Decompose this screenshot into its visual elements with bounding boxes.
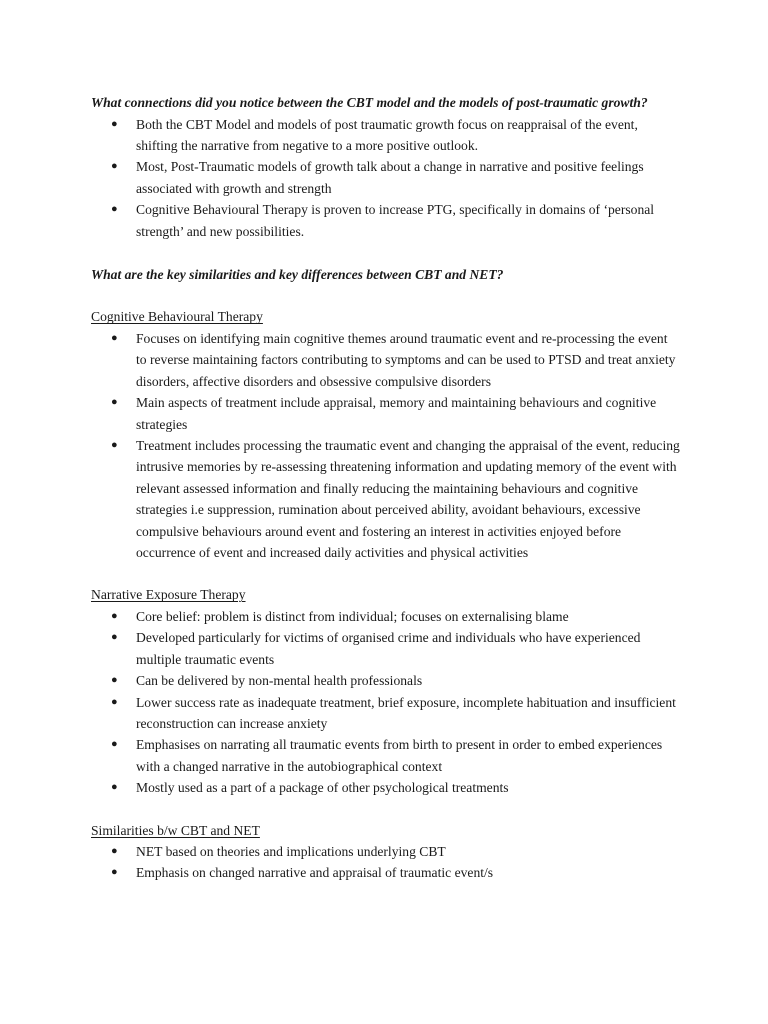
net-list (91, 606, 680, 799)
bullet-icon: ● (111, 160, 118, 173)
ptg-connections-list (91, 114, 680, 242)
section-heading-cbt: Cognitive Behavioural Therapy (91, 309, 263, 325)
bullet-icon: ● (111, 631, 118, 644)
bullet-icon: ● (111, 695, 118, 708)
question-ptg-connections: What connections did you notice between the CBT model and the models of post-traumatic growth? (91, 95, 648, 110)
similarities-list (91, 841, 680, 884)
bullet-icon: ● (111, 203, 118, 216)
list-item: ● Lower success rate as inadequate treatment, brief exposure, incomplete habituation and insufficient reconstruction can increase anxiety (91, 692, 680, 735)
bullet-icon: ● (111, 845, 118, 858)
bullet-icon: ● (111, 738, 118, 751)
bullet-icon: ● (111, 331, 118, 344)
list-item: ● Mostly used as a part of a package of other psychological treatments (91, 777, 680, 798)
list-item: ● Most, Post-Traumatic models of growth talk about a change in narrative and positive feelings associated with growth and strength (91, 156, 680, 199)
list-item: ● NET based on theories and implications underlying CBT (91, 841, 680, 862)
bullet-icon: ● (111, 396, 118, 409)
list-item: ● Can be delivered by non-mental health professionals (91, 670, 680, 691)
bullet-icon: ● (111, 674, 118, 687)
section-heading-similarities: Similarities b/w CBT and NET (91, 822, 260, 838)
question-cbt-net-comparison: What are the key similarities and key differences between CBT and NET? (91, 266, 504, 282)
bullet-icon: ● (111, 781, 118, 794)
bullet-icon: ● (111, 438, 118, 451)
cbt-list (91, 328, 680, 563)
list-item: ● Emphasises on narrating all traumatic events from birth to present in order to embed experiences with a changed narrative in the autobiographical context (91, 734, 680, 777)
list-item: ● Main aspects of treatment include appraisal, memory and maintaining behaviours and cognitive strategies (91, 392, 680, 435)
list-item: ● Emphasis on changed narrative and appraisal of traumatic event/s (91, 862, 680, 883)
list-item: ● Focuses on identifying main cognitive themes around traumatic event and re-processing the event to reverse maintaining factors contributing to symptoms and can be used to PTSD and treat anxiety disorders, affective disorders and obsessive compulsive disorders (91, 328, 680, 392)
section-heading-net: Narrative Exposure Therapy (91, 587, 246, 603)
list-item: ● Developed particularly for victims of organised crime and individuals who have experienced multiple traumatic events (91, 627, 680, 670)
list-item: ● Core belief: problem is distinct from individual; focuses on externalising blame (91, 606, 680, 627)
bullet-icon: ● (111, 117, 118, 130)
bullet-icon: ● (111, 866, 118, 879)
list-item: ● Treatment includes processing the traumatic event and changing the appraisal of the event, reducing intrusive memories by re-assessing threatening information and updating memory of the event with relevant assessed information and finally reducing the maintaining behaviours and cognitive strategies i.e suppression, rumination about perceived ability, avoidant behaviours, excessive compulsive behaviours around event and fostering an interest in activities enjoyed before occurrence of event and increased daily activities and physical activities (91, 435, 680, 563)
bullet-icon: ● (111, 609, 118, 622)
list-item: ● Cognitive Behavioural Therapy is proven to increase PTG, specifically in domains of ‘personal strength’ and new possibilities. (91, 199, 680, 242)
list-item: ● Both the CBT Model and models of post traumatic growth focus on reappraisal of the event, shifting the narrative from negative to a more positive outlook. (91, 114, 680, 157)
